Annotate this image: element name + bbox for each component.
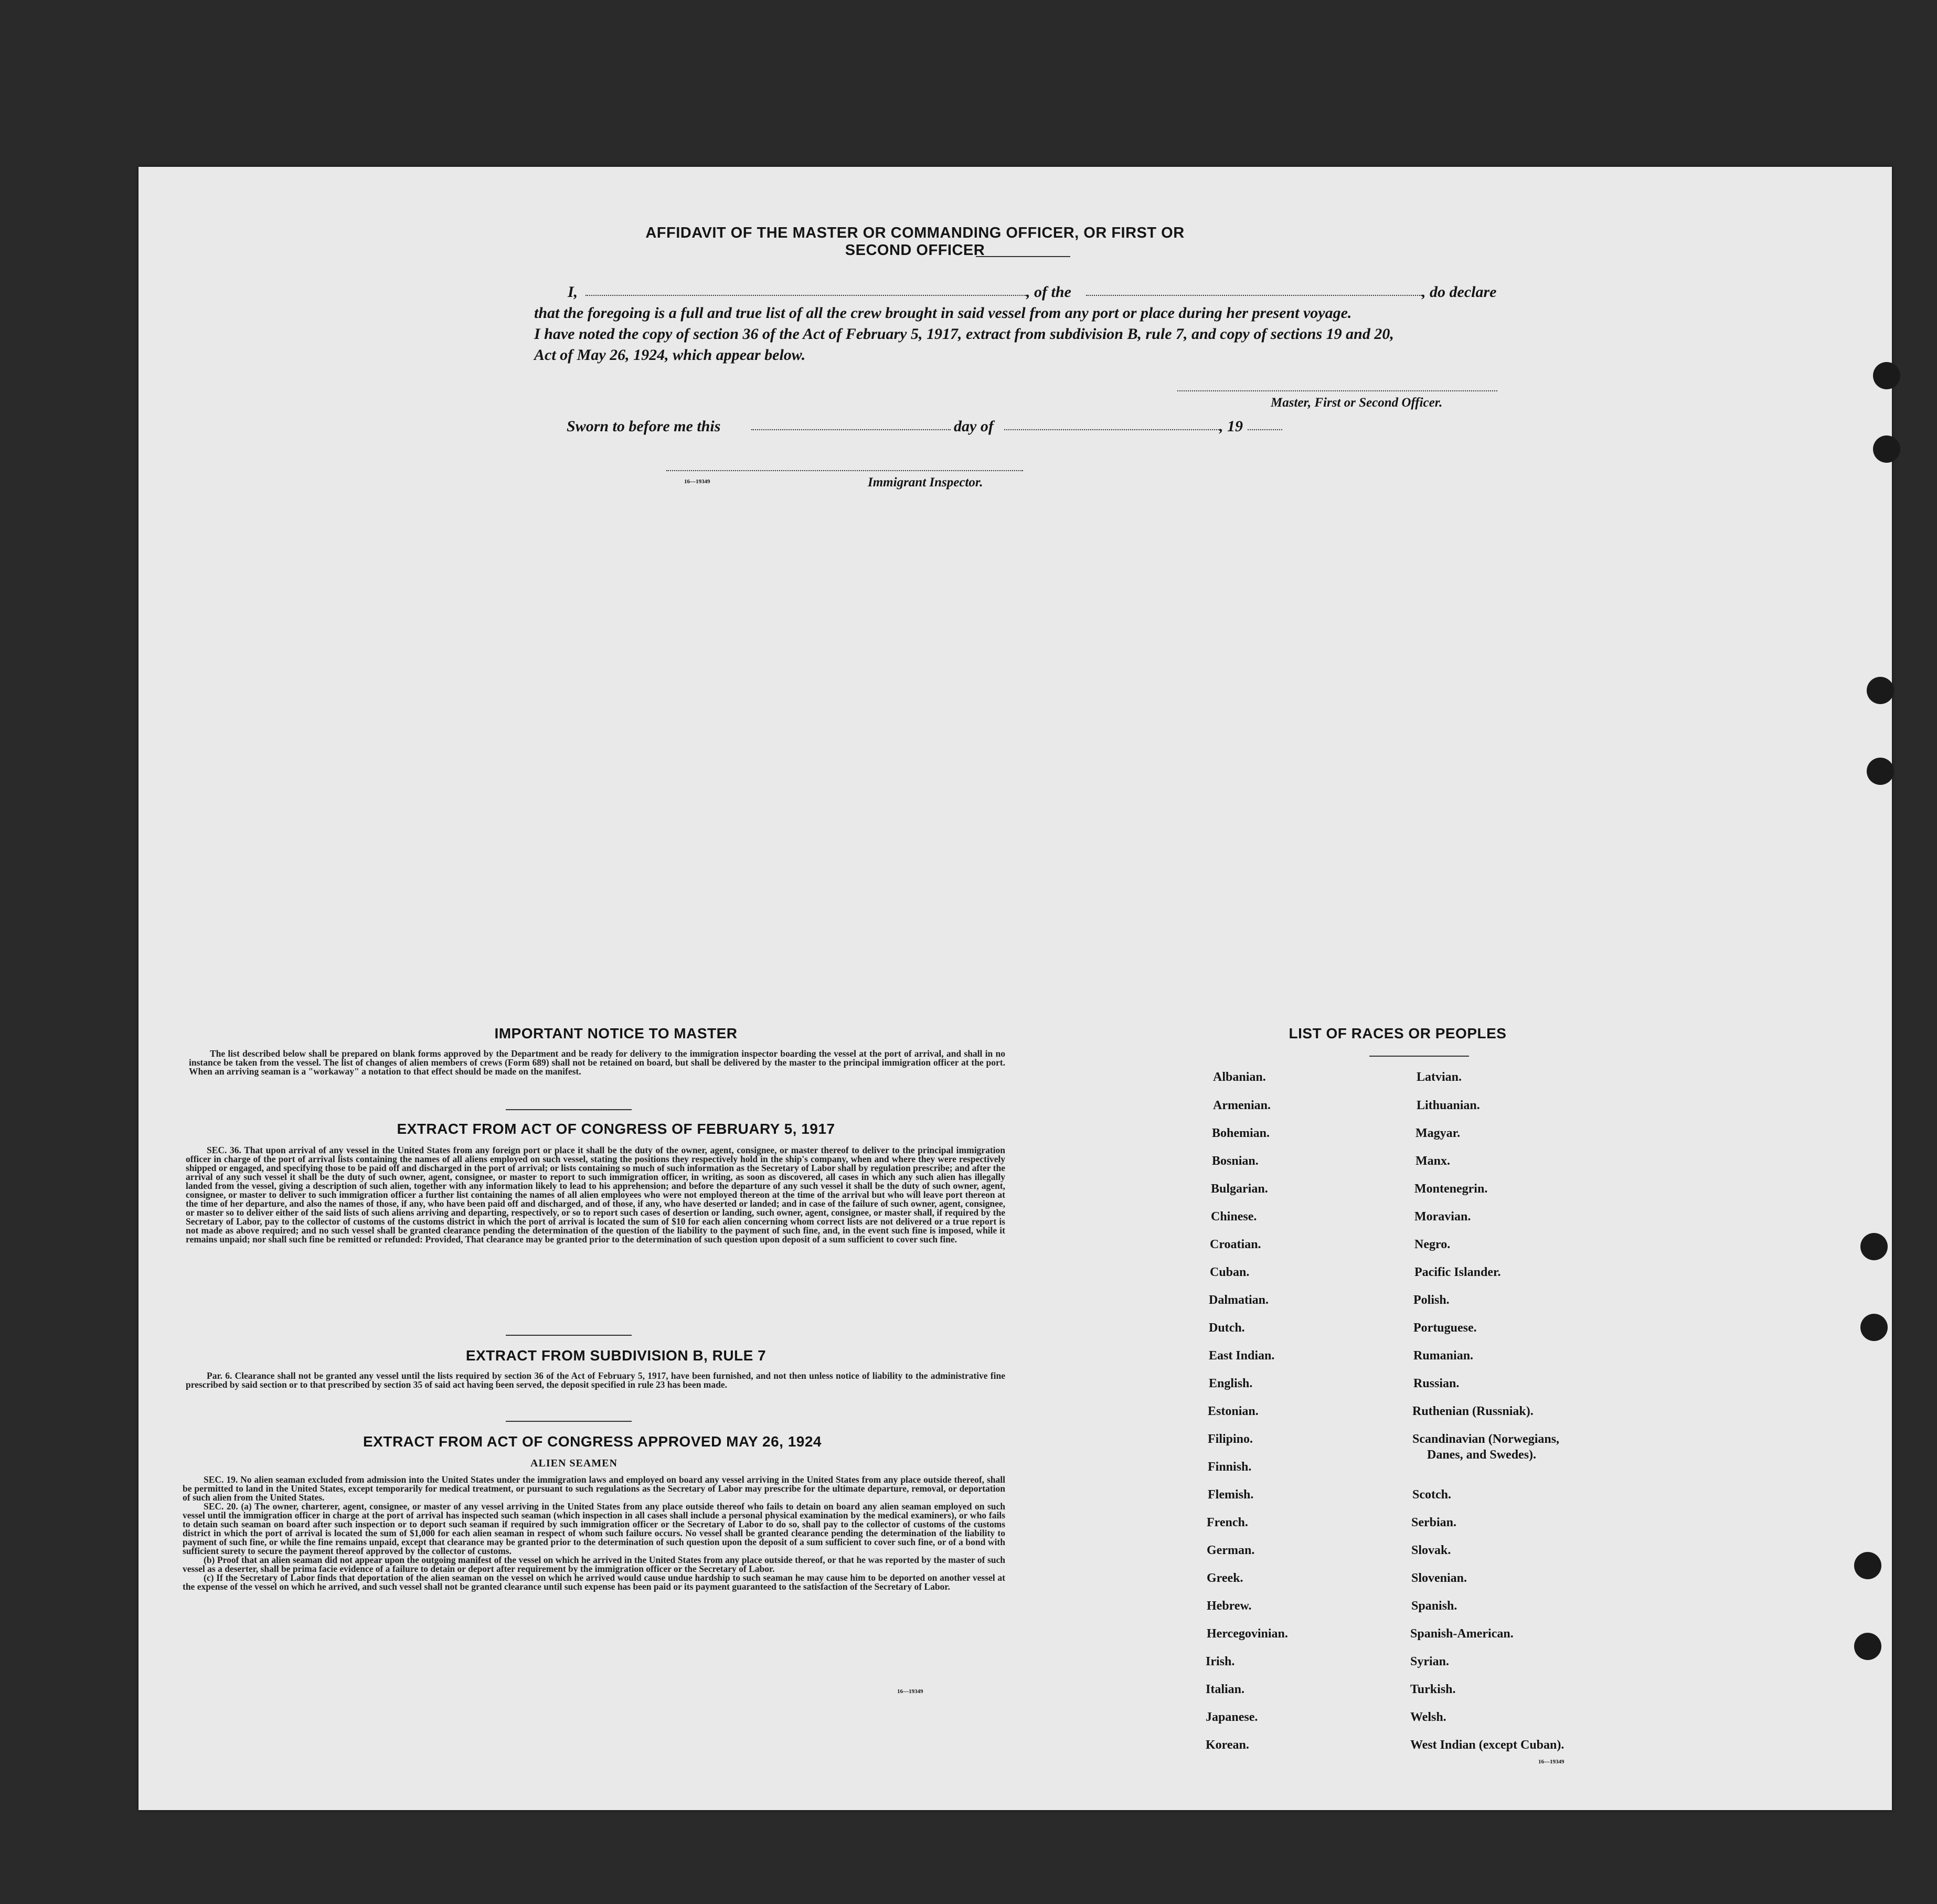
section-rule <box>506 1335 632 1336</box>
punch-hole <box>1873 362 1900 389</box>
title-rule <box>976 256 1070 257</box>
subdivision-b-title: EXTRACT FROM SUBDIVISION B, RULE 7 <box>465 1347 767 1364</box>
master-signature-label: Master, First or Second Officer. <box>1271 396 1443 410</box>
race-item: Flemish. <box>1208 1488 1254 1502</box>
notice-text <box>189 1049 1005 1076</box>
par-6-paragraph: Par. 6. Clearance shall not be granted any vessel until the lists required by section 36 of the Act of February 5, 1917, have been furnished, and not then unless notice of liability to the administrative fine prescribed by said section or to that prescribed by section 35 of said act having been served, the deposit specified in rule 23 has been made. <box>186 1370 1005 1390</box>
race-item: Portuguese. <box>1413 1321 1477 1335</box>
race-item: Estonian. <box>1208 1405 1259 1418</box>
race-item: Montenegrin. <box>1414 1182 1488 1196</box>
form-number: 16—19349 <box>1538 1759 1564 1765</box>
form-number: 16—19349 <box>684 478 710 485</box>
race-item: Greek. <box>1207 1571 1243 1585</box>
sworn-month-blank[interactable] <box>1004 429 1219 430</box>
notice-title: IMPORTANT NOTICE TO MASTER <box>494 1025 738 1041</box>
year-label: , 19 <box>1219 418 1243 435</box>
punch-hole <box>1854 1552 1881 1579</box>
race-item: West Indian (except Cuban). <box>1410 1738 1564 1752</box>
race-item: Serbian. <box>1411 1516 1457 1529</box>
race-item: Bulgarian. <box>1211 1182 1268 1196</box>
race-item: Scotch. <box>1412 1488 1451 1502</box>
affidavit-of-the: , of the <box>1026 283 1071 301</box>
sec-20b-paragraph: (b) Proof that an alien seaman did not appear upon the outgoing manifest of the vessel on which he arrived in the United States from any place outside thereof, or that he was reported by the master of such vessel as a deserter, shall be prima facie evidence of a failure to detain or deport after requirement by the immigration officer or the Secretary of Labor. <box>183 1555 1005 1574</box>
race-item: Polish. <box>1413 1293 1450 1307</box>
punch-hole <box>1860 1233 1888 1260</box>
race-item: Welsh. <box>1410 1710 1446 1724</box>
punch-hole <box>1867 758 1894 785</box>
race-item: Dalmatian. <box>1209 1293 1269 1307</box>
extract-1924-title: EXTRACT FROM ACT OF CONGRESS APPROVED MAY 26, 1924 <box>363 1433 822 1450</box>
race-item: Slovenian. <box>1411 1571 1467 1585</box>
affidavit-title: AFFIDAVIT OF THE MASTER OR COMMANDING OFFICER, OR FIRST OR SECOND OFFICER <box>645 225 1185 259</box>
race-item: French. <box>1207 1516 1248 1529</box>
notice-paragraph: The list described below shall be prepared on blank forms approved by the Department and be ready for delivery to the immigration inspector boarding the vessel at the port of arrival, and shall in no instance be taken from the vessel. The list of changes of alien members of crews (Form 689) shall not be retained on board, but shall be delivered by the master to the principal immigration officer at the port. When an arriving seaman is a "workaway" a notation to that effect should be made on the manifest. <box>189 1048 1005 1077</box>
affidavit-line-2: that the foregoing is a full and true list of all the crew brought in said vessel from any port or place during her present voyage. <box>534 304 1352 322</box>
subdivision-b-text <box>186 1371 1005 1389</box>
affidavit-do-declare: , do declare <box>1422 283 1497 301</box>
race-item: Albanian. <box>1213 1070 1266 1084</box>
races-title: LIST OF RACES OR PEOPLES <box>1289 1025 1507 1041</box>
race-item: Hercegovinian. <box>1207 1627 1288 1641</box>
race-item: Irish. <box>1206 1655 1235 1668</box>
sec-20c-paragraph: (c) If the Secretary of Labor finds that deportation of the alien seaman on the vessel on which he arrived would cause undue hardship to such seaman he may cause him to be deported on another vessel at the expense of the vessel on which he arrived, and such vessel shall not be granted clearance until such expense has been paid or its payment guaranteed to the satisfaction of the Secretary of Labor. <box>183 1572 1005 1592</box>
race-item: Rumanian. <box>1413 1349 1474 1363</box>
alien-seamen-subtitle: ALIEN SEAMEN <box>530 1458 618 1469</box>
race-item: Spanish-American. <box>1410 1627 1514 1641</box>
sec-19-paragraph: SEC. 19. No alien seaman excluded from admission into the United States under the immigration laws and employed on board any vessel arriving in the United States from any place outside thereof, shall be permitted to land in the United States, except temporarily for medical treatment, or pursuant to such regulations as the Secretary of Labor may prescribe for the ultimate departure, removal, or deportation of such alien from the United States. <box>183 1474 1005 1503</box>
race-item: Moravian. <box>1414 1210 1471 1224</box>
race-item: Dutch. <box>1209 1321 1245 1335</box>
section-rule <box>506 1421 632 1422</box>
race-item: Hebrew. <box>1207 1599 1252 1613</box>
race-item: Lithuanian. <box>1417 1099 1480 1112</box>
race-item: Slovak. <box>1411 1544 1451 1557</box>
sworn-label: Sworn to before me this <box>567 418 721 435</box>
race-item: Korean. <box>1206 1738 1249 1752</box>
day-of-label: day of <box>954 418 994 435</box>
affidavit-line-3: I have noted the copy of section 36 of the Act of February 5, 1917, extract from subdivision B, rule 7, and copy of sections 19 and 20, <box>534 325 1394 343</box>
race-item: Filipino. <box>1208 1432 1253 1446</box>
name-blank[interactable] <box>586 295 1026 296</box>
race-item: Scandinavian (Norwegians, <box>1412 1432 1560 1446</box>
affidavit-line-4: Act of May 26, 1924, which appear below. <box>534 346 806 364</box>
race-item: Bosnian. <box>1212 1154 1259 1168</box>
extract-1917-title: EXTRACT FROM ACT OF CONGRESS OF FEBRUARY 5, 1917 <box>397 1121 835 1137</box>
affidavit-i-label: I, <box>568 283 578 301</box>
race-item: Bohemian. <box>1212 1126 1270 1140</box>
punch-hole <box>1854 1633 1881 1660</box>
race-item: Japanese. <box>1206 1710 1258 1724</box>
race-item: German. <box>1207 1544 1255 1557</box>
race-item: Negro. <box>1414 1238 1451 1251</box>
race-item: Latvian. <box>1417 1070 1462 1084</box>
inspector-signature-line[interactable] <box>666 470 1023 471</box>
sworn-day-blank[interactable] <box>751 429 951 430</box>
race-item: Ruthenian (Russniak). <box>1412 1405 1534 1418</box>
extract-1924-text <box>183 1475 1005 1591</box>
section-rule <box>506 1109 632 1110</box>
punch-hole <box>1860 1314 1888 1341</box>
race-item: English. <box>1209 1377 1253 1390</box>
punch-hole <box>1873 435 1900 463</box>
form-number: 16—19349 <box>897 1688 923 1695</box>
race-item: Manx. <box>1416 1154 1450 1168</box>
race-item: Armenian. <box>1213 1099 1271 1112</box>
sec-20a-paragraph: SEC. 20. (a) The owner, charterer, agent, consignee, or master of any vessel arriving in the United States from any place outside thereof who fails to detain on board any alien seaman employed on such vessel until the immigration officer in charge at the port of arrival has inspected such seaman (which inspection in all cases shall include a personal physical examination by the medical examiners), or who fails to detain such seaman on board after such inspection or to deport such seaman if required by such immigration officer or the Secretary of Labor to do so, shall pay to the collector of customs of the customs district in which the port of arrival is located the sum of $1,000 for each alien seaman in respect of whom such failure occurs. No vessel shall be granted clearance pending the determination of the liability to payment of such fine, or while the fine remains unpaid, except that clearance may be granted prior to the determination of such question upon the deposit of a sum sufficient to cover such fine, or of a bond with sufficient surety to secure the payment thereof approved by the collector of customs. <box>183 1501 1005 1556</box>
races-rule <box>1369 1056 1469 1057</box>
punch-hole <box>1867 677 1894 704</box>
race-item: Spanish. <box>1411 1599 1457 1613</box>
race-item: Italian. <box>1206 1683 1245 1696</box>
extract-1917-text <box>186 1146 1005 1244</box>
race-item: Danes, and Swedes). <box>1427 1448 1537 1462</box>
race-item: Chinese. <box>1211 1210 1257 1224</box>
year-blank[interactable] <box>1248 429 1282 430</box>
vessel-blank[interactable] <box>1086 295 1422 296</box>
race-item: Magyar. <box>1416 1126 1461 1140</box>
race-item: East Indian. <box>1209 1349 1275 1363</box>
race-item: Syrian. <box>1410 1655 1450 1668</box>
race-item: Cuban. <box>1210 1265 1250 1279</box>
sec-36-paragraph: SEC. 36. That upon arrival of any vessel in the United States from any foreign port or place it shall be the duty of the owner, agent, consignee, or master thereof to deliver to the principal immigration officer in charge of the port of arrival lists containing the names of all aliens employed on such vessel, stating the positions they respectively hold in the ship's company, when and where they were respectively shipped or engaged, and specifying those to be paid off and discharged in the port of arrival; or lists containing so much of such information as the Secretary of Labor shall by regulation prescribe; and after the arrival of any such vessel it shall be the duty of such owner, agent, consignee, or master to report to such immigration officer, in writing, as soon as discovered, all cases in which any such alien has illegally landed from the vessel, giving a description of such alien, together with any information likely to lead to his apprehension; and before the departure of any such vessel it shall be the duty of such owner, agent, consignee, or master to deliver to such immigration officer a further list containing the names of all alien employees who were not employed thereon at the time of the arrival but who will leave port thereon at the time of her departure, and also the names of those, if any, who have been paid off and discharged, and of those, if any, who have deserted or landed; and in case of the failure of such owner, agent, consignee, or master so to deliver either of the said lists of such aliens arriving and departing, respectively, or so to report such cases of desertion or landing, such owner, agent, consignee, or master shall, if required by the Secretary of Labor, pay to the collector of customs of the customs district in which the port of arrival is located the sum of $10 for each alien concerning whom correct lists are not delivered or a true report is not made as above required; and no such vessel shall be granted clearance pending the determination of the question of the liability to the payment of such fine, and, in the event such fine is imposed, while it remains unpaid; nor shall such fine be remitted or refunded: Provided, That clearance may be granted prior to the determination of such question upon deposit of a sum sufficient to cover such fine. <box>186 1145 1005 1244</box>
race-item: Russian. <box>1413 1377 1460 1390</box>
race-item: Croatian. <box>1210 1238 1261 1251</box>
race-item: Finnish. <box>1208 1460 1252 1474</box>
race-item: Turkish. <box>1410 1683 1456 1696</box>
form-sheet <box>139 167 1892 1810</box>
inspector-label: Immigrant Inspector. <box>868 475 983 490</box>
race-item: Pacific Islander. <box>1414 1265 1501 1279</box>
master-signature-line[interactable] <box>1177 390 1497 391</box>
